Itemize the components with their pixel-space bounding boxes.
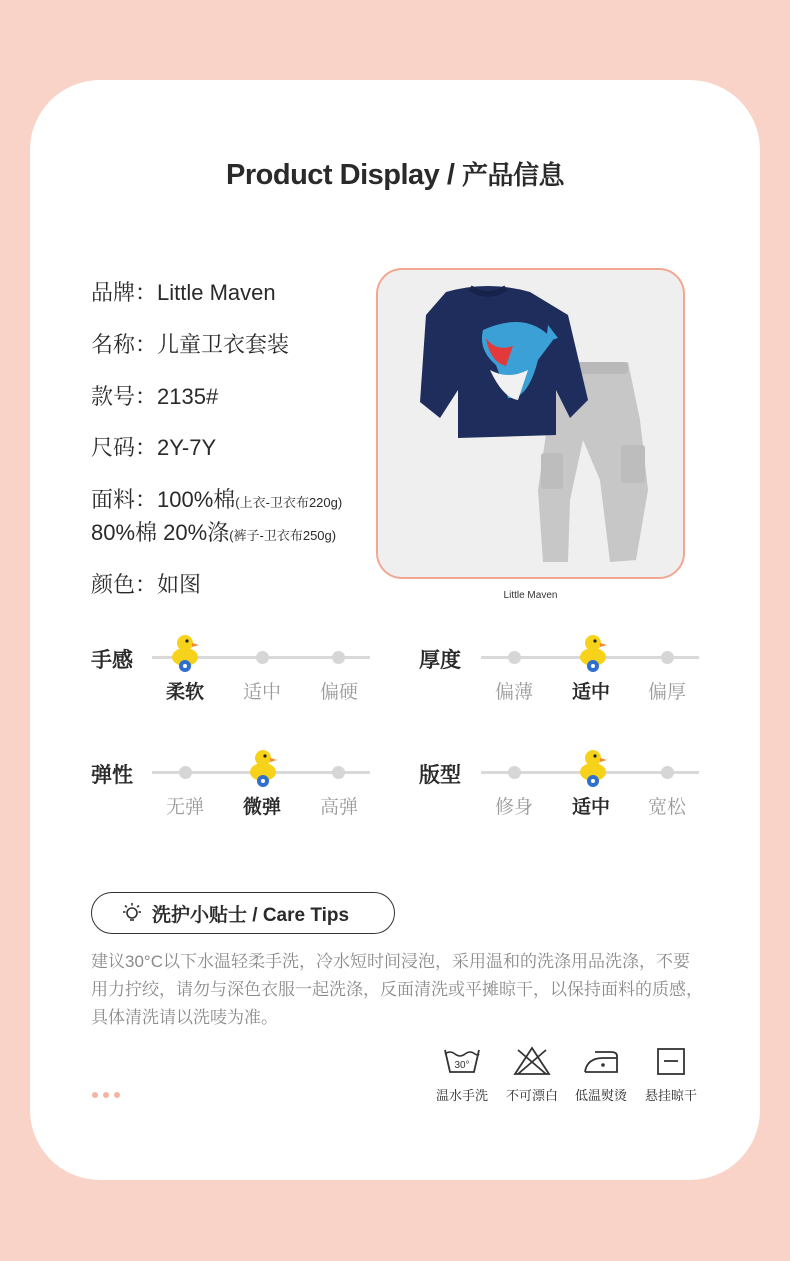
style-row: [91, 380, 218, 411]
scale-option-slim: 修身: [494, 797, 533, 818]
name-row: [91, 328, 289, 359]
fabric-value-top: 100%棉: [157, 487, 236, 512]
size-row: [91, 431, 216, 462]
scale-option-soft: 柔软: [165, 682, 204, 703]
duck-marker-icon: [576, 633, 610, 673]
care-tips-pill: [91, 892, 395, 934]
scale-title-fit: 版型: [419, 764, 461, 787]
fabric-note-pants: (裤子-卫衣布250g): [229, 528, 337, 543]
fabric-row-2: [91, 516, 336, 547]
iron-low-icon: [581, 1046, 621, 1076]
title-separator: /: [439, 159, 462, 191]
dot: [114, 1092, 120, 1098]
care-tips-label: 洗护小贴士 / Care Tips: [152, 904, 350, 926]
care-label-iron: 低温熨烫: [574, 1088, 627, 1103]
photo-caption: Little Maven: [503, 590, 558, 601]
scale-option-thin: 偏薄: [494, 682, 533, 703]
scale-option-medium: 适中: [571, 682, 610, 703]
no-bleach-icon: [512, 1046, 552, 1076]
scale-option-medium: 适中: [242, 682, 281, 703]
lightbulb-icon: [120, 901, 144, 925]
dot: [92, 1092, 98, 1098]
title-en: Product Display: [226, 159, 440, 191]
fabric-note-top: (上衣-卫衣布220g): [235, 495, 343, 510]
care-instructions: 建议30°C以下水温轻柔手洗，冷水短时间浸泡，采用温和的洗涤用品洗涤，不要用力拧绞，请勿与深色衣服一起洗涤，反面清洗或平摊晾干，以保持面料的质感，具体清洗请以洗唛为准。: [91, 952, 703, 1027]
product-photo: [376, 268, 685, 579]
pagination-dots: [92, 1092, 120, 1098]
scale-dot: [179, 766, 192, 779]
product-illustration: [378, 270, 683, 577]
scale-title-elasticity: 弹性: [91, 764, 133, 787]
color-value: 如图: [157, 572, 202, 597]
color-row: [91, 568, 201, 599]
care-label-dry: 悬挂晾干: [644, 1088, 697, 1103]
wash-temp: 30°: [454, 1060, 470, 1071]
brand-label: 品牌：: [91, 280, 158, 305]
name-label: 名称：: [91, 332, 158, 357]
page-title: [0, 155, 790, 192]
care-item-wash: [427, 1046, 497, 1104]
brand-value: Little Maven: [157, 280, 276, 305]
pants-pocket-left: [541, 453, 563, 489]
scale-title-feel: 手感: [91, 649, 133, 672]
scale-dot: [508, 766, 521, 779]
scale-option-regular: 适中: [571, 797, 610, 818]
pants-pocket-right: [621, 445, 645, 483]
scale-dot: [508, 651, 521, 664]
size-label: 尺码：: [91, 435, 158, 460]
care-item-iron: [566, 1046, 636, 1104]
scale-dot: [256, 651, 269, 664]
duck-marker-icon: [168, 633, 202, 673]
scale-option-hard: 偏硬: [319, 682, 358, 703]
hang-dry-icon: [651, 1046, 691, 1076]
fabric-label: 面料：: [91, 487, 158, 512]
scale-option-slight-stretch: 微弹: [242, 797, 281, 818]
scale-option-loose: 宽松: [647, 797, 686, 818]
care-item-bleach: [497, 1046, 567, 1104]
fabric-value-pants: 80%棉 20%涤: [91, 520, 230, 545]
style-value: 2135#: [157, 384, 219, 409]
duck-marker-icon: [246, 748, 280, 788]
scale-title-thickness: 厚度: [419, 649, 461, 672]
color-label: 颜色：: [91, 572, 158, 597]
dot: [103, 1092, 109, 1098]
scale-dot: [661, 766, 674, 779]
fabric-row: [91, 483, 342, 514]
style-label: 款号：: [91, 384, 158, 409]
scale-dot: [332, 766, 345, 779]
scale-dot: [661, 651, 674, 664]
brand-row: [91, 276, 276, 307]
size-value: 2Y-7Y: [157, 435, 217, 460]
scale-option-no-stretch: 无弹: [165, 797, 204, 818]
name-value: 儿童卫衣套装: [157, 332, 290, 357]
scale-option-thick: 偏厚: [647, 682, 686, 703]
scale-dot: [332, 651, 345, 664]
care-label-wash: 温水手洗: [435, 1088, 488, 1103]
care-label-bleach: 不可漂白: [505, 1088, 558, 1103]
duck-marker-icon: [576, 748, 610, 788]
scale-option-high-stretch: 高弹: [319, 797, 358, 818]
wash-30-icon: [442, 1046, 482, 1076]
title-cn: 产品信息: [461, 160, 564, 190]
care-item-dry: [636, 1046, 706, 1104]
